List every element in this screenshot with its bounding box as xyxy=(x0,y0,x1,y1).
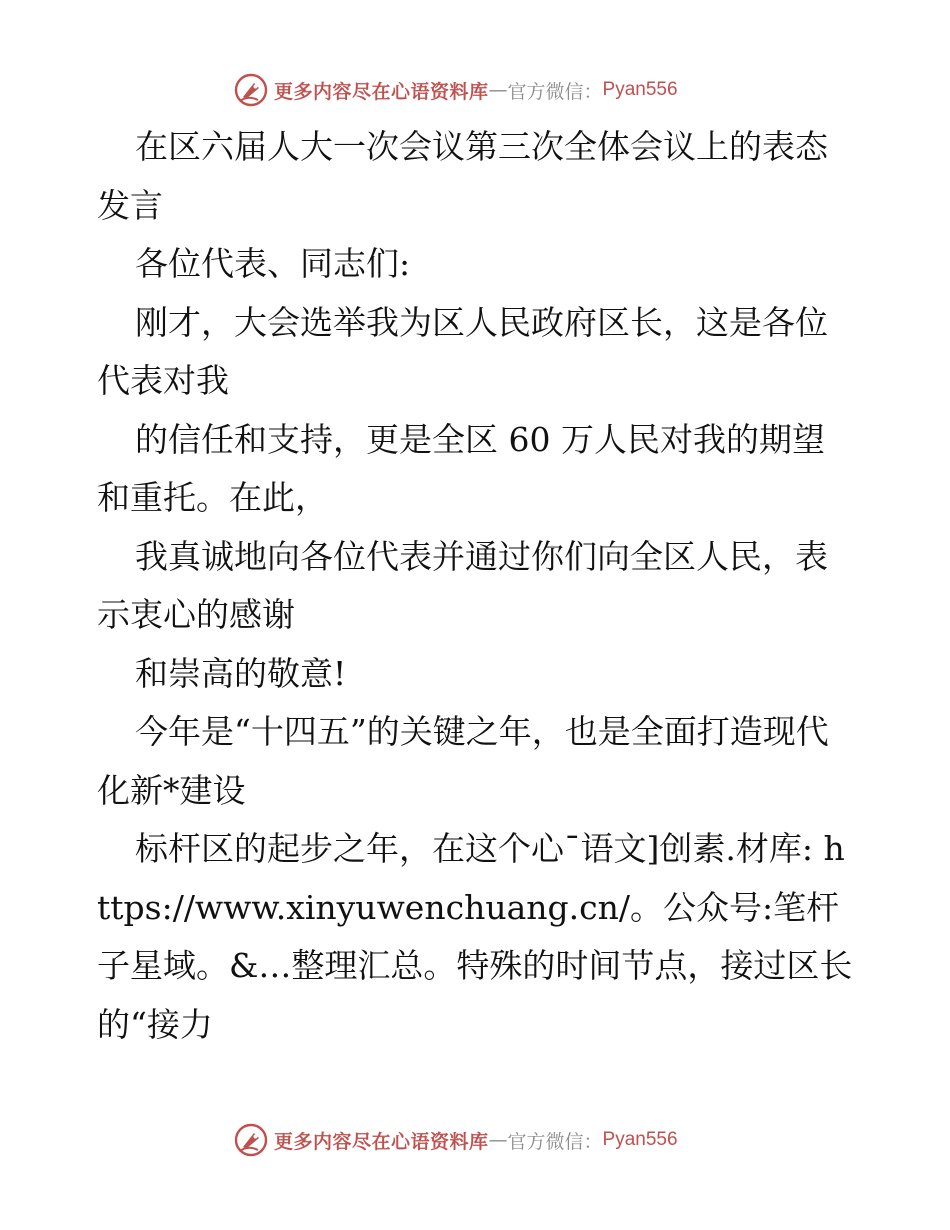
paragraph: 和崇高的敬意! xyxy=(135,653,347,693)
paragraph: 今年是“十四五”的关键之年，也是全面打造现代化新*建设 xyxy=(97,712,829,810)
banner-brand-text: 更多内容尽在心语资料库 xyxy=(274,1130,489,1153)
document-body xyxy=(97,118,857,1054)
pen-nib-logo-icon xyxy=(234,1123,268,1157)
document-title: 在区六届人大一次会议第三次全体会议上的表态发言 xyxy=(97,127,828,225)
paragraph: 各位代表、同志们: xyxy=(135,244,411,283)
pen-nib-logo-icon xyxy=(234,73,268,107)
paragraph: 标杆区的起步之年，在这个心¯语文]创素.材库: https://www.xinyuwenchuang.cn/。公众号:笔杆子星域。&…整理汇总。特殊的时间节点，接过区长的“接力 xyxy=(97,829,853,1044)
header-banner xyxy=(234,72,714,108)
paragraph: 刚才，大会选举我为区人民政府区长，这是各位代表对我 xyxy=(97,302,828,400)
banner-wechat-label: 官方微信： xyxy=(507,1130,603,1153)
banner-separator: — xyxy=(488,1129,508,1151)
banner-wechat-label: 官方微信： xyxy=(507,80,603,103)
banner-wechat-id: Pyan556 xyxy=(602,1129,678,1150)
banner-brand-text: 更多内容尽在心语资料库 xyxy=(274,80,489,103)
banner-wechat-id: Pyan556 xyxy=(602,79,678,100)
footer-banner xyxy=(234,1122,714,1158)
paragraph: 的信任和支持，更是全区 60 万人民对我的期望和重托。在此， xyxy=(97,419,825,517)
paragraph: 我真诚地向各位代表并通过你们向全区人民，表示衷心的感谢 xyxy=(97,536,828,634)
banner-separator: — xyxy=(488,79,508,101)
